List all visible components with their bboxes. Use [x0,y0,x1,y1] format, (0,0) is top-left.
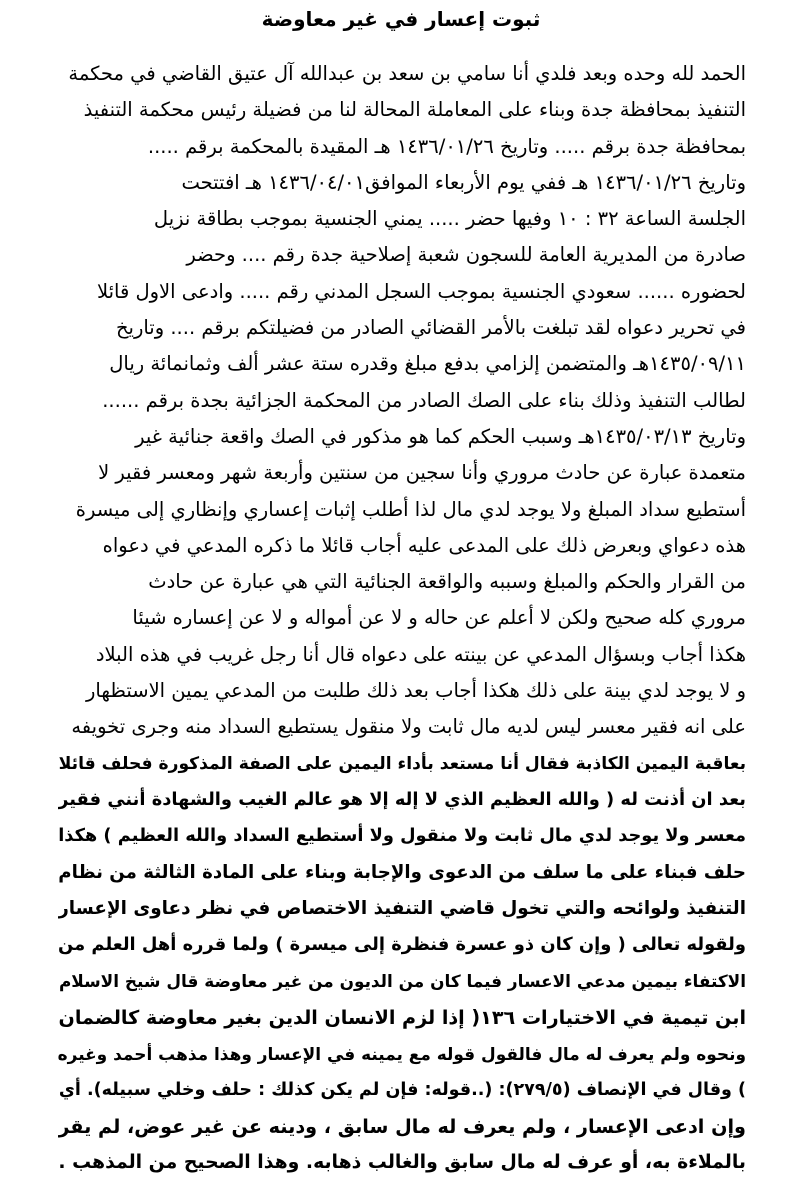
document-line: وتاريخ ١٤٣٥/٠٣/١٣هـ وسبب الحكم كما هو مذكور في الصك واقعة جنائية غير [135,424,746,448]
document-line: التنفيذ بمحافظة جدة وبناء على المعاملة المحالة لنا من فضيلة رئيس محكمة التنفيذ [83,98,746,122]
document-line: بعاقبة اليمين الكاذبة فقال أنا مستعد بأداء اليمين على الصفة المذكورة فحلف قائلا [58,753,746,774]
document-line: بعد ان أذنت له ( والله العظيم الذي لا إله إلا هو عالم الغيب والشهادة أنني فقير [58,788,746,810]
document-line: الاكتفاء بيمين مدعي الاعسار فيما كان من الديون من غير معاوضة قال شيخ الاسلام [58,971,746,992]
document-line: ابن تيمية في الاختيارات ١٣٦( إذا لزم الانسان الدين بغير معاوضة كالضمان [58,1005,746,1029]
document-line: حلف فبناء على ما سلف من الدعوى والإجابة وبناء على المادة الثالثة من نظام [58,861,746,883]
document-line: هكذا أجاب وبسؤال المدعي عن بينته على دعواه قال أنا رجل غريب في هذه البلاد [95,642,746,666]
document-line: لطالب التنفيذ وذلك بناء على الصك الصادر من المحكمة الجزائية بجدة برقم ...... [102,388,746,412]
document-line: على انه فقير معسر ليس لديه مال ثابت ولا منقول يستطيع السداد منه وجرى تخويفه [71,715,746,739]
document-line: الجلسة الساعة ٣٢ : ١٠ وفيها حضر ..... يمني الجنسية بموجب بطاقة نزيل [153,207,746,231]
document-line: في تحرير دعواه لقد تبلغت بالأمر القضائي الصادر من فضيلتكم برقم .... وتاريخ [115,316,746,340]
document-line: الحمد لله وحده وبعد فلدي أنا سامي بن سعد بن عبدالله آل عتيق القاضي في محكمة [68,62,746,85]
document-line: مروري كله صحيح ولكن لا أعلم عن حاله و لا عن أمواله و لا عن إعساره شيئا [132,606,746,630]
document-line: أستطيع سداد المبلغ ولا يوجد لدي مال لذا أطلب إثبات إعساري وإنظاري إلى ميسرة [75,497,746,521]
document-line: ونحوه ولم يعرف له مال فالقول قوله مع يمينه في الإعسار وهذا مذهب أحمد وغيره [58,1044,746,1065]
document-line: ) وقال في الإنصاف (٢٧٩/٥): (..قوله: فإن لم يكن كذلك : حلف وخلي سبيله). أي [58,1080,746,1101]
document-line: صادرة من المديرية العامة للسجون شعبة إصلاحية جدة رقم .... وحضر [186,243,746,267]
document-line: بمحافظة جدة برقم ..... وتاريخ ١٤٣٦/٠١/٢٦ هـ المقيدة بالمحكمة برقم ..... [147,134,746,158]
document-line: وإن ادعى الإعسار ، ولم يعرف له مال سابق ، ودينه عن غير عوض، لم يقر [58,1114,746,1138]
document-line: هذه دعواي وبعرض ذلك على المدعى عليه أجاب قائلا ما ذكره المدعي في دعواه [102,533,746,557]
document-line: و لا يوجد لدي بينة على ذلك هكذا أجاب بعد ذلك طلبت من المدعي يمين الاستظهار [86,679,746,703]
document-line: معسر ولا يوجد لدي مال ثابت ولا منقول ولا أستطيع السداد والله العظيم ) هكذا [58,825,746,847]
document-line: ولقوله تعالى ( وإن كان ذو عسرة فنظرة إلى ميسرة ) ولما قرره أهل العلم من [58,934,746,956]
document-line: ١٤٣٥/٠٩/١١هـ والمتضمن إلزامي بدفع مبلغ وقدره ستة عشر ألف وثمانمائة ريال [109,352,746,376]
document-line: من القرار والحكم والمبلغ وسببه والواقعة الجنائية التي هي عبارة عن حادث [148,570,746,594]
document-line: بالملاءة به، أو عرف له مال سابق والغالب ذهابه. وهذا الصحيح من المذهب . [58,1151,746,1173]
document-line: لحضوره ...... سعودي الجنسية بموجب السجل المدني رقم ..... وادعى الاول قائلا [96,279,746,303]
document-line: التنفيذ ولوائحه والتي تخول قاضي التنفيذ الاختصاص في نظر دعاوى الإعسار [58,897,746,919]
document-line: وتاريخ ١٤٣٦/٠١/٢٦ هـ ففي يوم الأربعاء الموافق١٤٣٦/٠٤/٠١ هـ افتتحت [181,170,746,194]
document-line: متعمدة عبارة عن حادث مروري وأنا سجين من سنتين وأربعة شهر ومعسر فقير لا [98,461,746,485]
document-title: ثبوت إعسار في غير معاوضة [261,7,541,31]
document-body [58,56,746,1181]
